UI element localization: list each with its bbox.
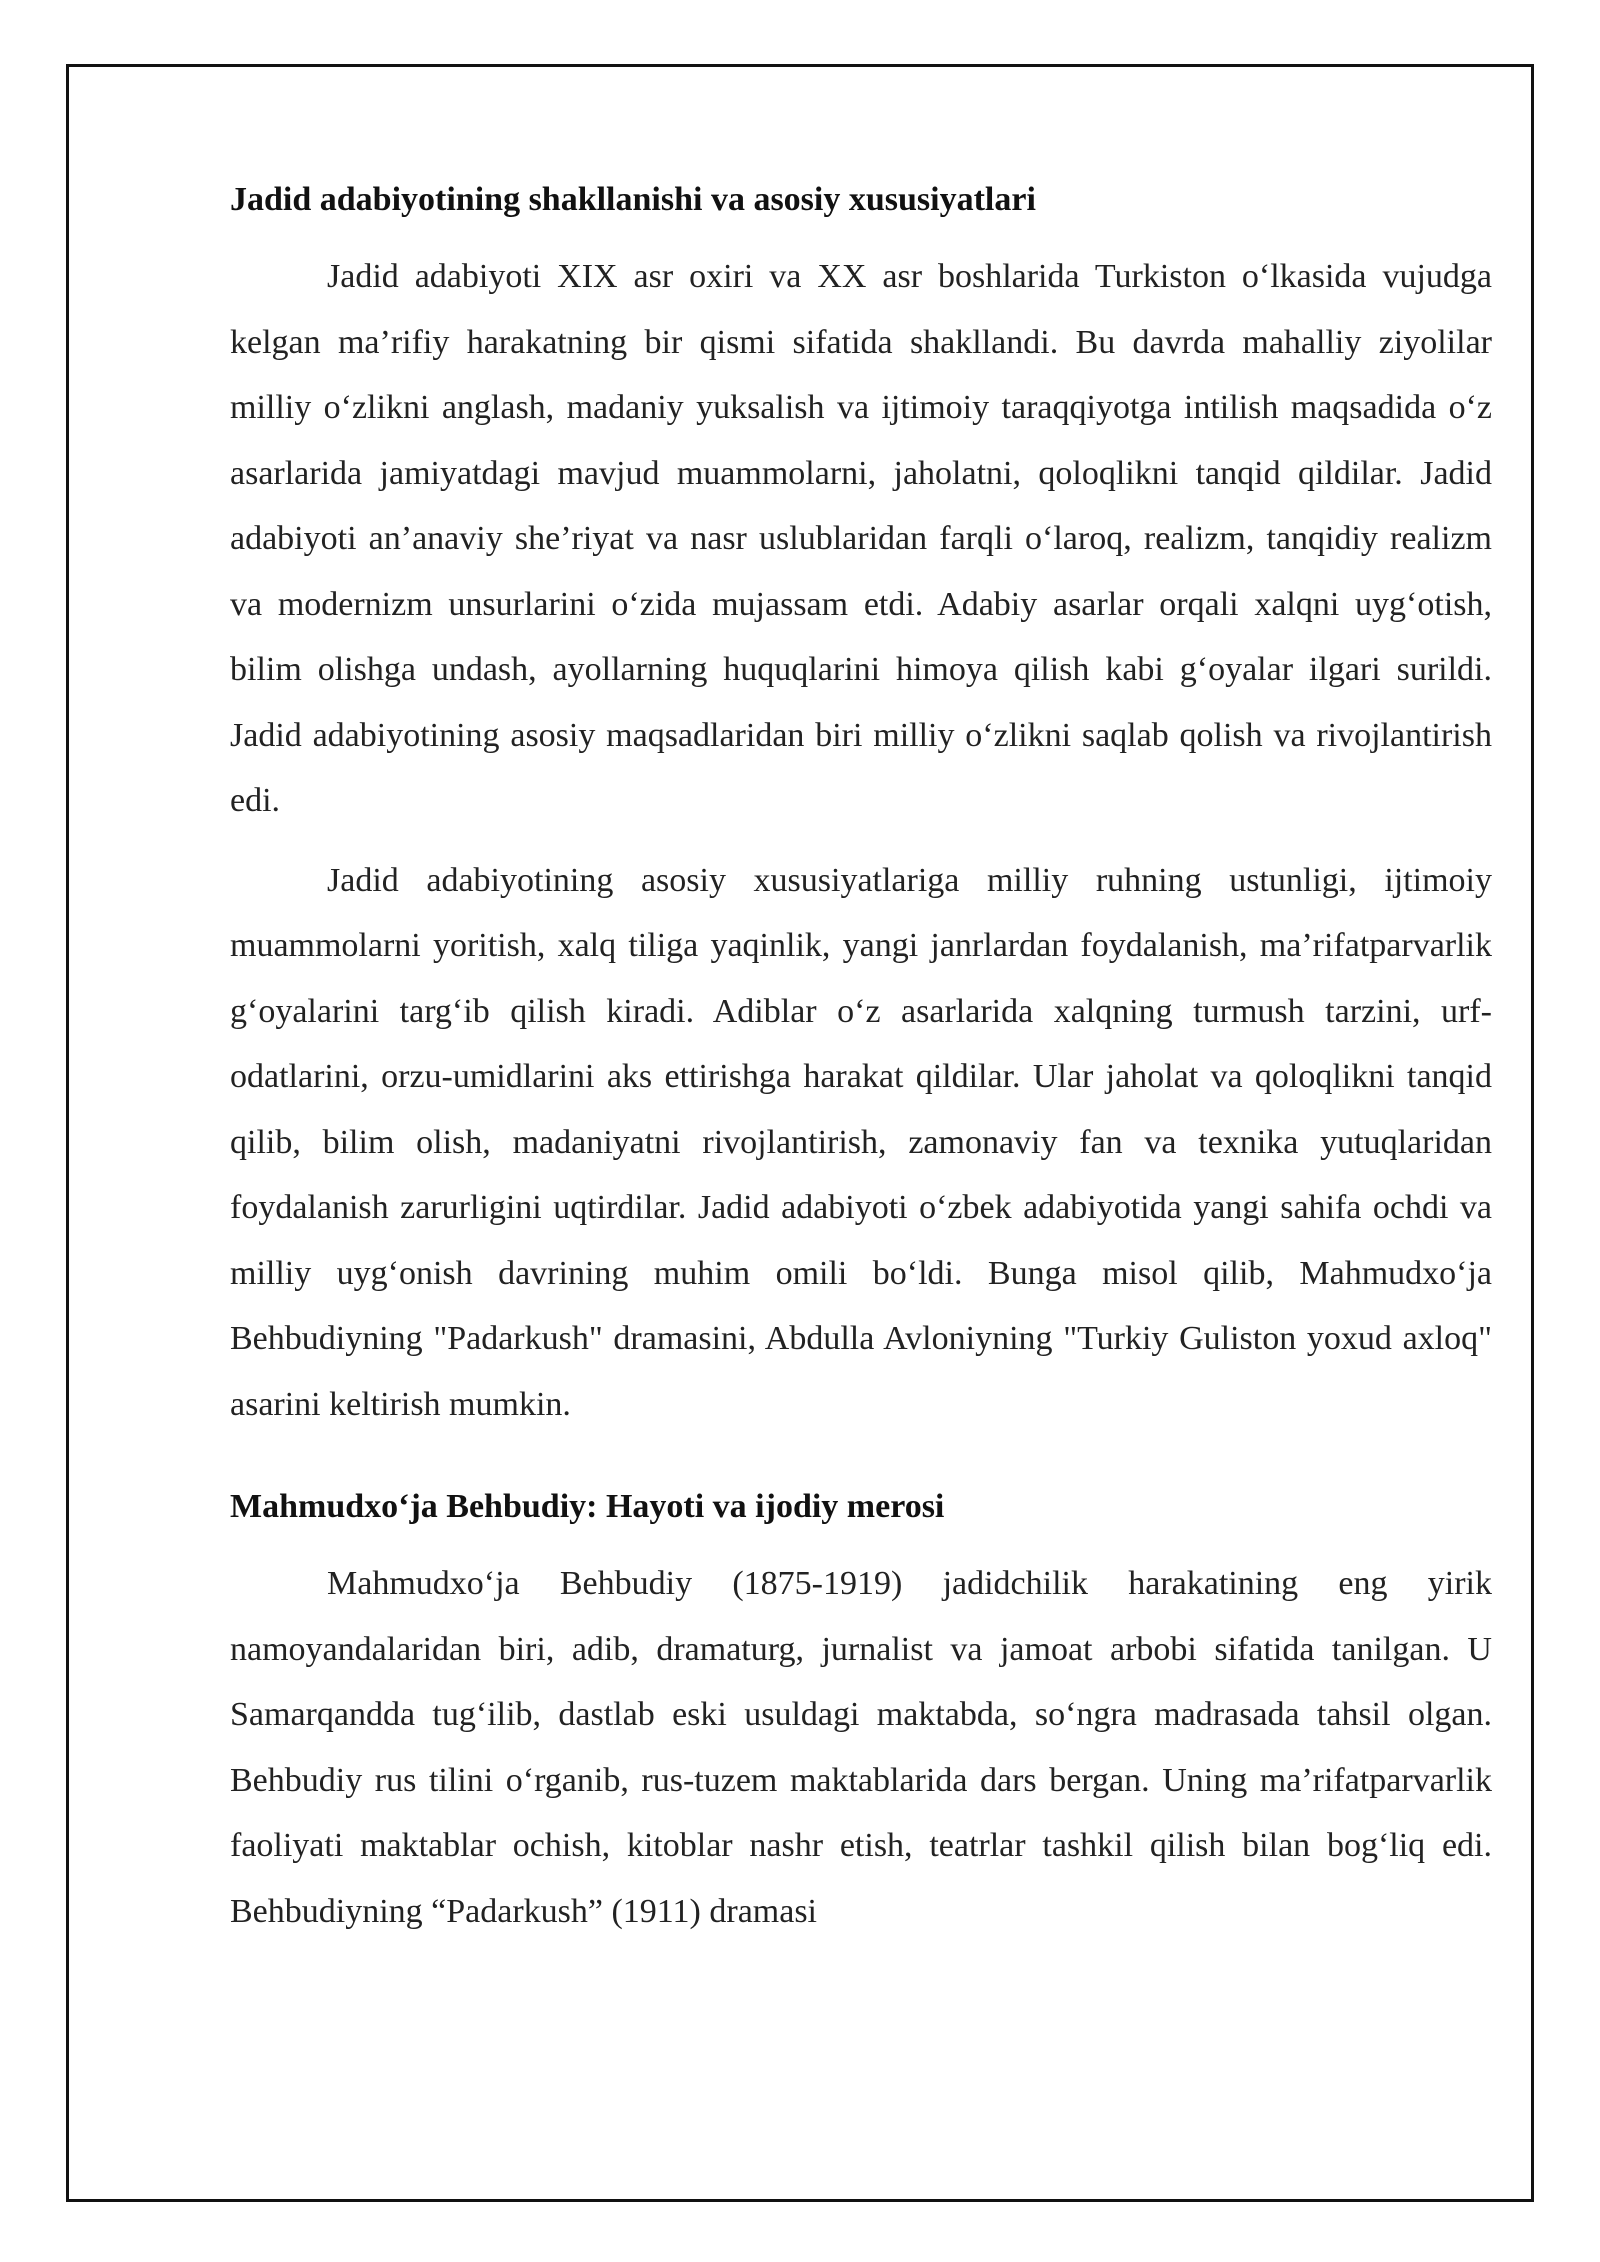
document-body (230, 170, 1492, 1944)
paragraph: Jadid adabiyotining asosiy xususiyatlariga milliy ruhning ustunligi, ijtimoiy muammolarni yoritish, xalq tiliga yaqinlik, yangi janrlardan foydalanish, ma’rifatparvarlik g‘oyalarini targ‘ib qilish kiradi. Adiblar o‘z asarlarida xalqning turmush tarzini, urf-odatlarini, orzu-umidlarini aks ettirishga harakat qildilar. Ular jaholat va qoloqlikni tanqid qilib, bilim olish, madaniyatni rivojlantirish, zamonaviy fan va texnika yutuqlaridan foydalanish zarurligini uqtirdilar. Jadid adabiyoti o‘zbek adabiyotida yangi sahifa ochdi va milliy uyg‘onish davrining muhim omili bo‘ldi. Bunga misol qilib, Mahmudxo‘ja Behbudiyning "Padarkush" dramasini, Abdulla Avloniyning "Turkiy Guliston yoxud axloq" asarini keltirish mumkin. (230, 861, 1492, 1423)
section-heading-behbudiy: Mahmudxo‘ja Behbudiy: Hayoti va ijodiy merosi (230, 1488, 945, 1525)
paragraph: Jadid adabiyoti XIX asr oxiri va XX asr boshlarida Turkiston o‘lkasida vujudga kelgan ma’rifiy harakatning bir qismi sifatida shakllandi. Bu davrda mahalliy ziyolilar milliy o‘zlikni anglash, madaniy yuksalish va ijtimoiy taraqqiyotga intilish maqsadida o‘z asarlarida jamiyatdagi mavjud muammolarni, jaholatni, qoloqlikni tanqid qildilar. Jadid adabiyoti an’anaviy she’riyat va nasr uslublaridan farqli o‘laroq, realizm, tanqidiy realizm va modernizm unsurlarini o‘zida mujassam etdi. Adabiy asarlar orqali xalqni uyg‘otish, bilim olishga undash, ayollarning huquqlarini himoya qilish kabi g‘oyalar ilgari surildi. Jadid adabiyotining asosiy maqsadlaridan biri milliy o‘zlikni saqlab qolish va rivojlantirish edi. (230, 258, 1492, 819)
section-heading-jadid-literature: Jadid adabiyotining shakllanishi va asosiy xususiyatlari (230, 181, 1036, 218)
paragraph: Mahmudxo‘ja Behbudiy (1875-1919) jadidchilik harakatining eng yirik namoyandalaridan biri, adib, dramaturg, jurnalist va jamoat arbobi sifatida tanilgan. U Samarqandda tug‘ilib, dastlab eski usuldagi maktabda, so‘ngra madrasada tahsil olgan. Behbudiy rus tilini o‘rganib, rus-tuzem maktablarida dars bergan. Uning ma’rifatparvarlik faoliyati maktablar ochish, kitoblar nashr etish, teatrlar tashkil qilish bilan bog‘liq edi. Behbudiyning “Padarkush” (1911) dramasi (230, 1565, 1492, 1930)
